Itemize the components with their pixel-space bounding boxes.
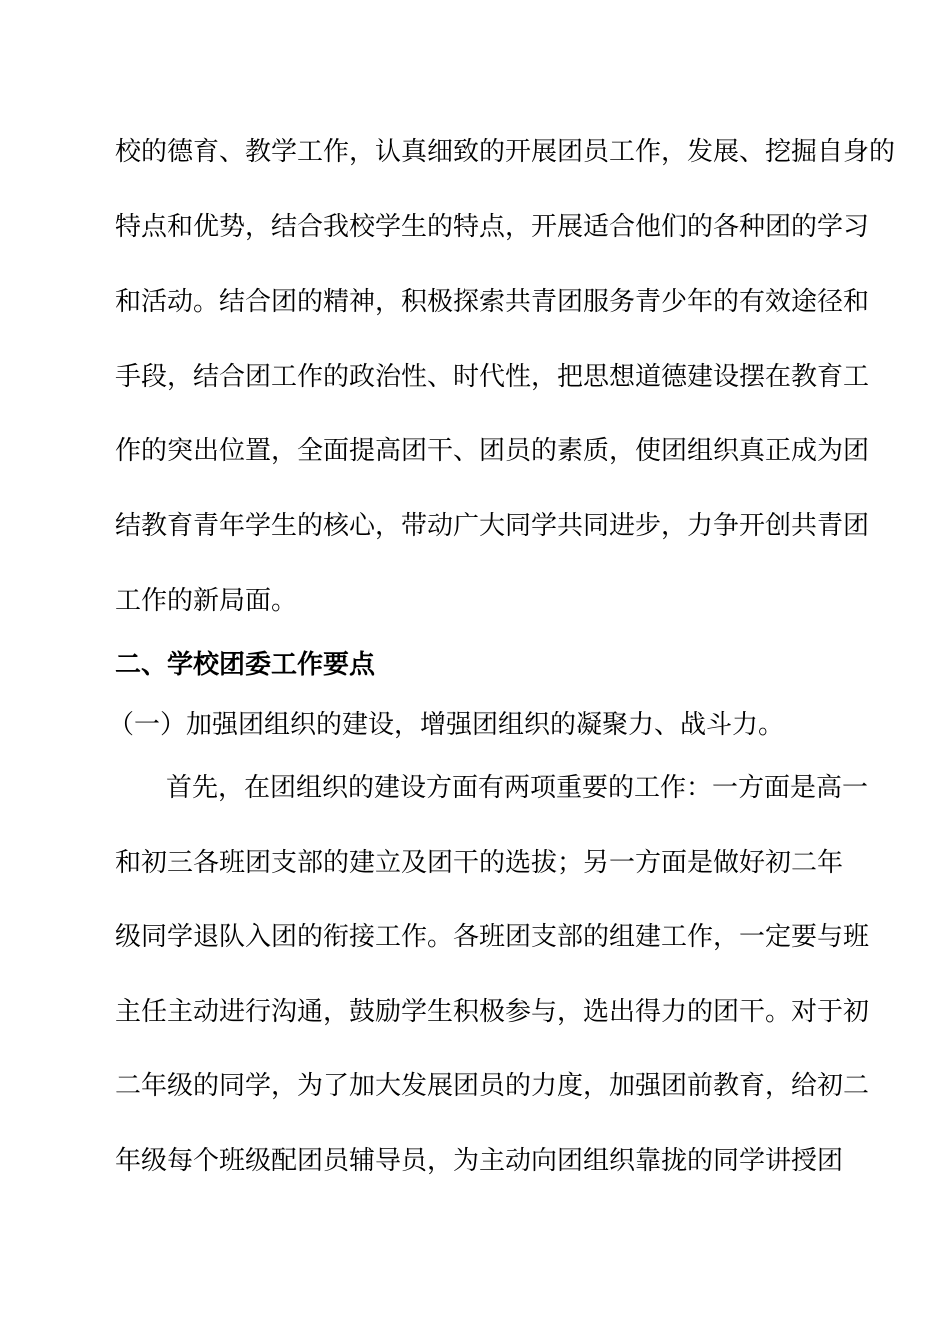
paragraph-line: 级同学退队入团的衔接工作。各班团支部的组建工作，一定要与班	[115, 922, 870, 952]
paragraph-line: 二年级的同学，为了加大发展团员的力度，加强团前教育，给初二	[115, 1071, 870, 1101]
paragraph-line: 主任主动进行沟通，鼓励学生积极参与，选出得力的团干。对于初	[115, 997, 870, 1027]
subsection-heading: （一）加强团组织的建设，增强团组织的凝聚力、战斗力。	[108, 710, 785, 740]
paragraph-line: 校的德育、教学工作，认真细致的开展团员工作，发展、挖掘自身的	[115, 137, 896, 167]
paragraph-line: 首先，在团组织的建设方面有两项重要的工作：一方面是高一	[166, 773, 869, 803]
paragraph-line: 年级每个班级配团员辅导员，为主动向团组织靠拢的同学讲授团	[115, 1146, 844, 1176]
paragraph-line: 和初三各班团支部的建立及团干的选拔；另一方面是做好初二年	[115, 848, 844, 878]
section-heading: 二、学校团委工作要点	[115, 650, 376, 680]
paragraph-line: 工作的新局面。	[115, 586, 298, 616]
paragraph-line: 作的突出位置，全面提高团干、团员的素质，使团组织真正成为团	[115, 436, 870, 466]
paragraph-line: 手段，结合团工作的政治性、时代性，把思想道德建设摆在教育工	[115, 362, 870, 392]
paragraph-line: 结教育青年学生的核心，带动广大同学共同进步，力争开创共青团	[115, 511, 870, 541]
paragraph-line: 特点和优势，结合我校学生的特点，开展适合他们的各种团的学习	[115, 212, 870, 242]
paragraph-line: 和活动。结合团的精神，积极探索共青团服务青少年的有效途径和	[115, 287, 870, 317]
